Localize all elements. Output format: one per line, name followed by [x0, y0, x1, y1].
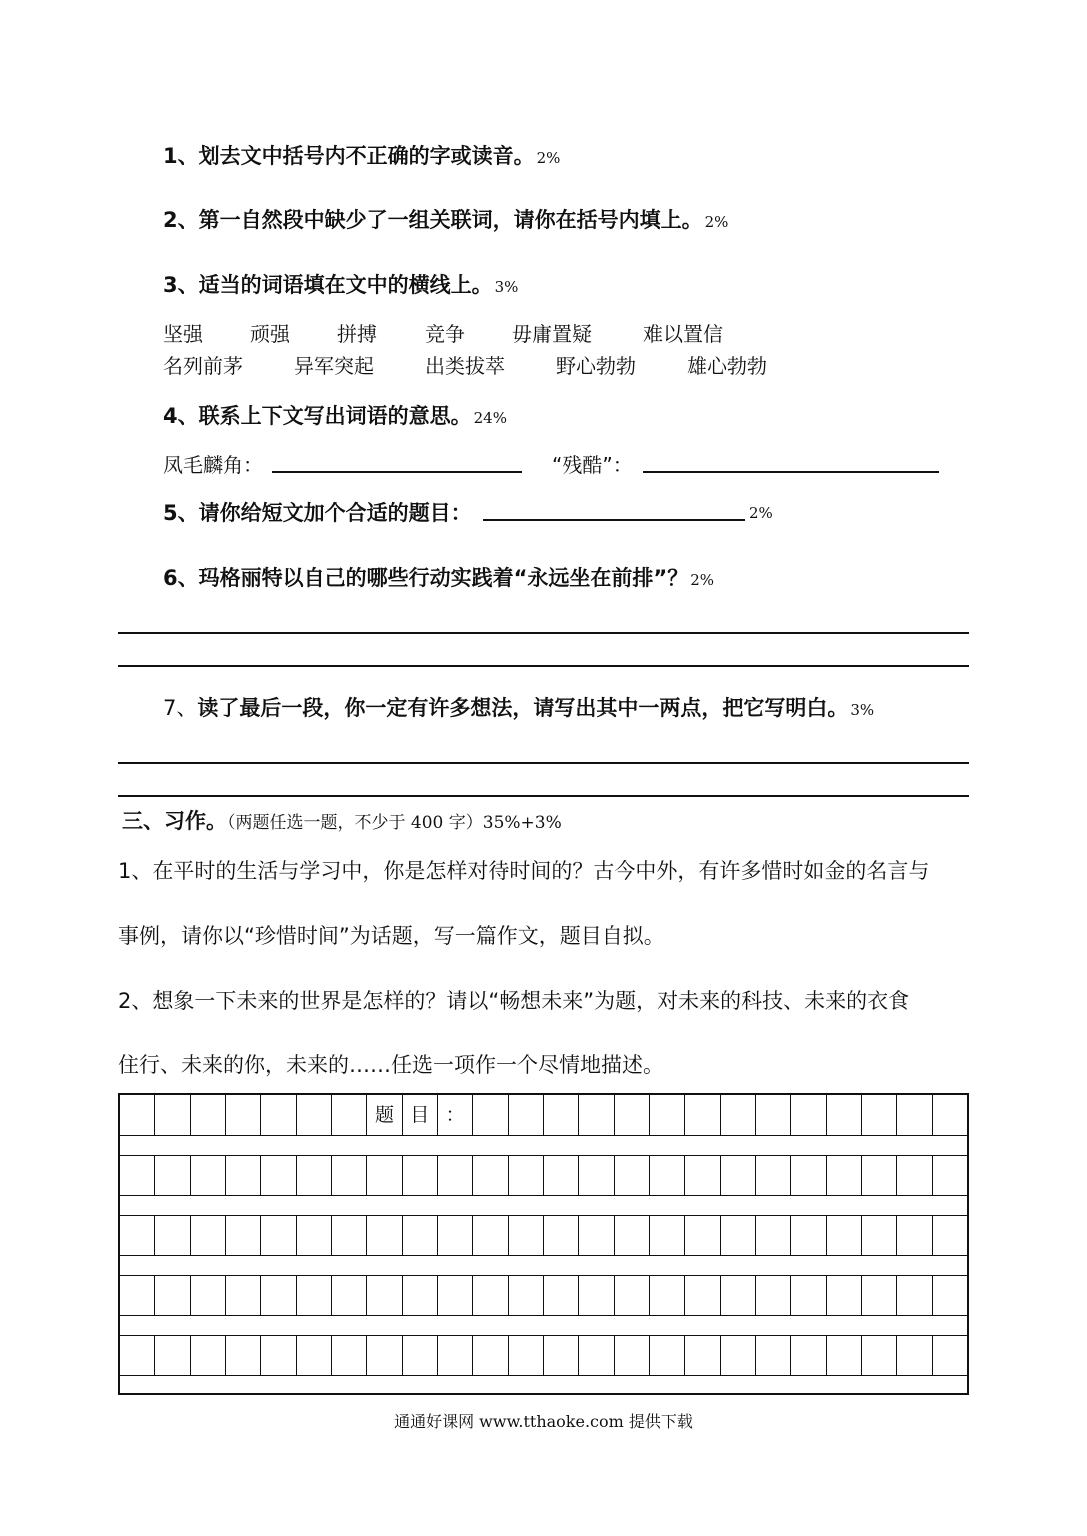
grid-cell[interactable] [791, 1275, 826, 1315]
word-bank-item: 出类拔萃 [425, 354, 505, 378]
word-bank-item: 名列前茅 [163, 354, 243, 378]
grid-cell[interactable] [933, 1275, 967, 1315]
grid-cell[interactable] [261, 1095, 296, 1135]
grid-cell[interactable] [473, 1275, 508, 1315]
grid-cell[interactable] [685, 1335, 720, 1375]
grid-cell[interactable] [191, 1095, 226, 1135]
question-4: 4、联系上下文写出词语的意思。 24% [163, 404, 507, 428]
grid-cell[interactable] [721, 1335, 756, 1375]
grid-cell[interactable] [120, 1215, 155, 1255]
grid-cell[interactable] [615, 1215, 650, 1255]
grid-cell[interactable] [650, 1095, 685, 1135]
grid-cell[interactable] [403, 1335, 438, 1375]
grid-cell[interactable] [155, 1155, 190, 1195]
grid-row [120, 1095, 967, 1135]
grid-cell[interactable] [226, 1275, 261, 1315]
grid-cell[interactable] [721, 1095, 756, 1135]
grid-cell[interactable] [191, 1155, 226, 1195]
grid-cell[interactable] [473, 1215, 508, 1255]
grid-cell[interactable] [791, 1215, 826, 1255]
grid-cell[interactable] [509, 1335, 544, 1375]
grid-cell[interactable] [403, 1215, 438, 1255]
question-3: 3、适当的词语填在文中的横线上。 3% [163, 273, 519, 297]
grid-row [120, 1275, 967, 1315]
grid-cell[interactable] [721, 1275, 756, 1315]
grid-cell[interactable] [650, 1275, 685, 1315]
grid-cell[interactable] [438, 1215, 473, 1255]
word-bank-item: 难以置信 [643, 322, 723, 346]
grid-row [120, 1215, 967, 1255]
grid-cell[interactable] [827, 1095, 862, 1135]
grid-cell[interactable] [685, 1215, 720, 1255]
title-blank[interactable] [483, 519, 745, 521]
grid-cell[interactable] [862, 1335, 897, 1375]
grid-cell[interactable] [862, 1095, 897, 1135]
question-1: 1、划去文中括号内不正确的字或读音。 2% [163, 144, 561, 168]
grid-cell[interactable] [509, 1095, 544, 1135]
grid-cell[interactable] [862, 1275, 897, 1315]
grid-cell[interactable] [685, 1275, 720, 1315]
grid-cell[interactable] [332, 1155, 367, 1195]
word-bank-item: 毋庸置疑 [512, 322, 592, 346]
answer-line[interactable] [118, 762, 969, 764]
grid-cell[interactable] [438, 1155, 473, 1195]
grid-cell[interactable] [544, 1275, 579, 1315]
grid-cell[interactable] [297, 1155, 332, 1195]
question-6: 6、玛格丽特以自己的哪些行动实践着“永远坐在前排”？ 2% [163, 566, 715, 590]
grid-cell[interactable] [791, 1095, 826, 1135]
grid-cell[interactable] [367, 1335, 402, 1375]
answer-line[interactable] [118, 665, 969, 667]
grid-cell[interactable] [226, 1335, 261, 1375]
answer-line[interactable] [118, 795, 969, 797]
grid-cell[interactable] [332, 1095, 367, 1135]
grid-cell[interactable] [579, 1155, 614, 1195]
composition-grid[interactable] [118, 1093, 969, 1395]
grid-cell[interactable] [438, 1335, 473, 1375]
grid-cell[interactable] [933, 1215, 967, 1255]
grid-cell[interactable] [155, 1215, 190, 1255]
grid-cell[interactable] [297, 1335, 332, 1375]
grid-cell[interactable] [261, 1275, 296, 1315]
grid-cell[interactable] [438, 1275, 473, 1315]
grid-cell[interactable] [332, 1335, 367, 1375]
answer-line[interactable] [118, 632, 969, 634]
grid-cell[interactable] [155, 1095, 190, 1135]
prompt-2-line-2: 住行、未来的你，未来的……任选一项作一个尽情地描述。 [118, 1053, 664, 1077]
grid-cell[interactable] [862, 1155, 897, 1195]
word-bank-item: 坚强 [163, 322, 203, 346]
grid-separator [120, 1315, 967, 1316]
question-5: 5、请你给短文加个合适的题目： [163, 501, 472, 525]
grid-cell[interactable] [191, 1275, 226, 1315]
grid-cell[interactable] [155, 1335, 190, 1375]
word-bank-item: 竞争 [425, 322, 465, 346]
grid-cell[interactable] [473, 1335, 508, 1375]
grid-cell[interactable] [897, 1215, 932, 1255]
word-bank-item: 雄心勃勃 [687, 354, 767, 378]
grid-separator [120, 1135, 967, 1136]
grid-cell[interactable] [403, 1155, 438, 1195]
grid-cell[interactable] [650, 1155, 685, 1195]
grid-cell[interactable] [827, 1275, 862, 1315]
word-bank-item: 拼搏 [337, 322, 377, 346]
grid-cell[interactable] [261, 1215, 296, 1255]
grid-cell[interactable] [791, 1335, 826, 1375]
answer-blank-1[interactable] [272, 471, 522, 473]
grid-row [120, 1155, 967, 1195]
word-bank-item: 异军突起 [294, 354, 374, 378]
grid-cell[interactable] [897, 1155, 932, 1195]
word-bank-row-2 [0, 350, 1087, 380]
grid-cell[interactable]: ： [438, 1095, 473, 1135]
grid-cell[interactable] [756, 1335, 791, 1375]
grid-cell[interactable] [579, 1335, 614, 1375]
grid-separator [120, 1195, 967, 1196]
grid-cell[interactable] [261, 1155, 296, 1195]
grid-cell[interactable] [403, 1275, 438, 1315]
prompt-1-line-2: 事例，请你以“珍惜时间”为话题，写一篇作文，题目自拟。 [118, 924, 665, 948]
grid-cell[interactable] [897, 1095, 932, 1135]
word-bank-row-1 [0, 318, 1087, 348]
grid-cell[interactable] [827, 1335, 862, 1375]
grid-cell[interactable] [933, 1155, 967, 1195]
grid-cell[interactable] [685, 1095, 720, 1135]
grid-cell[interactable] [120, 1275, 155, 1315]
prompt-1-line-1: 1、在平时的生活与学习中，你是怎样对待时间的？古今中外，有许多惜时如金的名言与 [118, 859, 930, 883]
grid-cell[interactable] [544, 1335, 579, 1375]
grid-cell[interactable] [650, 1335, 685, 1375]
term-label-1: 凤毛麟角： [163, 453, 263, 477]
question-5-points: 2% [749, 504, 773, 522]
grid-cell[interactable] [827, 1155, 862, 1195]
grid-cell[interactable] [297, 1275, 332, 1315]
grid-cell[interactable] [473, 1155, 508, 1195]
grid-cell[interactable] [367, 1155, 402, 1195]
grid-cell[interactable] [509, 1155, 544, 1195]
grid-cell[interactable] [226, 1155, 261, 1195]
grid-cell[interactable] [897, 1275, 932, 1315]
grid-cell[interactable] [897, 1335, 932, 1375]
grid-cell[interactable] [297, 1215, 332, 1255]
grid-cell[interactable] [191, 1215, 226, 1255]
grid-cell[interactable] [544, 1155, 579, 1195]
grid-cell[interactable] [933, 1335, 967, 1375]
grid-cell[interactable] [756, 1155, 791, 1195]
term-label-2: “残酷”： [552, 453, 633, 477]
grid-cell[interactable] [862, 1215, 897, 1255]
grid-cell[interactable]: 目 [403, 1095, 438, 1135]
grid-cell[interactable] [120, 1155, 155, 1195]
grid-cell[interactable] [615, 1095, 650, 1135]
grid-cell[interactable] [155, 1275, 190, 1315]
answer-blank-2[interactable] [643, 471, 939, 473]
grid-cell[interactable] [226, 1215, 261, 1255]
grid-cell[interactable] [332, 1275, 367, 1315]
grid-cell[interactable] [579, 1095, 614, 1135]
grid-cell[interactable] [579, 1215, 614, 1255]
grid-cell[interactable] [367, 1215, 402, 1255]
grid-cell[interactable] [827, 1215, 862, 1255]
grid-cell[interactable] [509, 1215, 544, 1255]
grid-cell[interactable] [615, 1155, 650, 1195]
grid-cell[interactable] [685, 1155, 720, 1195]
grid-cell[interactable] [120, 1335, 155, 1375]
grid-cell[interactable] [332, 1215, 367, 1255]
grid-cell[interactable] [226, 1095, 261, 1135]
grid-cell[interactable] [615, 1335, 650, 1375]
word-bank-item: 顽强 [250, 322, 290, 346]
grid-cell[interactable] [756, 1095, 791, 1135]
grid-cell[interactable] [756, 1215, 791, 1255]
grid-cell[interactable] [191, 1335, 226, 1375]
grid-cell[interactable] [721, 1155, 756, 1195]
grid-cell[interactable] [367, 1275, 402, 1315]
grid-cell[interactable] [473, 1095, 508, 1135]
grid-cell[interactable] [933, 1095, 967, 1135]
grid-cell[interactable] [756, 1275, 791, 1315]
grid-cell[interactable] [544, 1095, 579, 1135]
grid-cell[interactable] [791, 1155, 826, 1195]
grid-cell[interactable] [650, 1215, 685, 1255]
grid-cell[interactable] [261, 1335, 296, 1375]
prompt-2-line-1: 2、想象一下未来的世界是怎样的？请以“畅想未来”为题，对未来的科技、未来的衣食 [118, 989, 910, 1013]
footer-text: 通通好课网 www.tthaoke.com 提供下载 [394, 1412, 693, 1431]
grid-row [120, 1335, 967, 1375]
question-7: 7、读了最后一段，你一定有许多想法，请写出其中一两点，把它写明白。 3% [163, 696, 875, 720]
section-3-heading: 三、习作。（两题任选一题，不少于 400 字）35%+3% [122, 809, 562, 833]
grid-cell[interactable] [544, 1215, 579, 1255]
grid-cell[interactable] [721, 1215, 756, 1255]
grid-cell[interactable] [297, 1095, 332, 1135]
grid-separator [120, 1375, 967, 1376]
word-bank-item: 野心勃勃 [556, 354, 636, 378]
question-2: 2、第一自然段中缺少了一组关联词，请你在括号内填上。 2% [163, 208, 729, 232]
grid-separator [120, 1255, 967, 1256]
grid-cell[interactable] [509, 1275, 544, 1315]
grid-cell[interactable] [579, 1275, 614, 1315]
grid-cell[interactable] [615, 1275, 650, 1315]
grid-cell[interactable]: 题 [367, 1095, 402, 1135]
grid-cell[interactable] [120, 1095, 155, 1135]
